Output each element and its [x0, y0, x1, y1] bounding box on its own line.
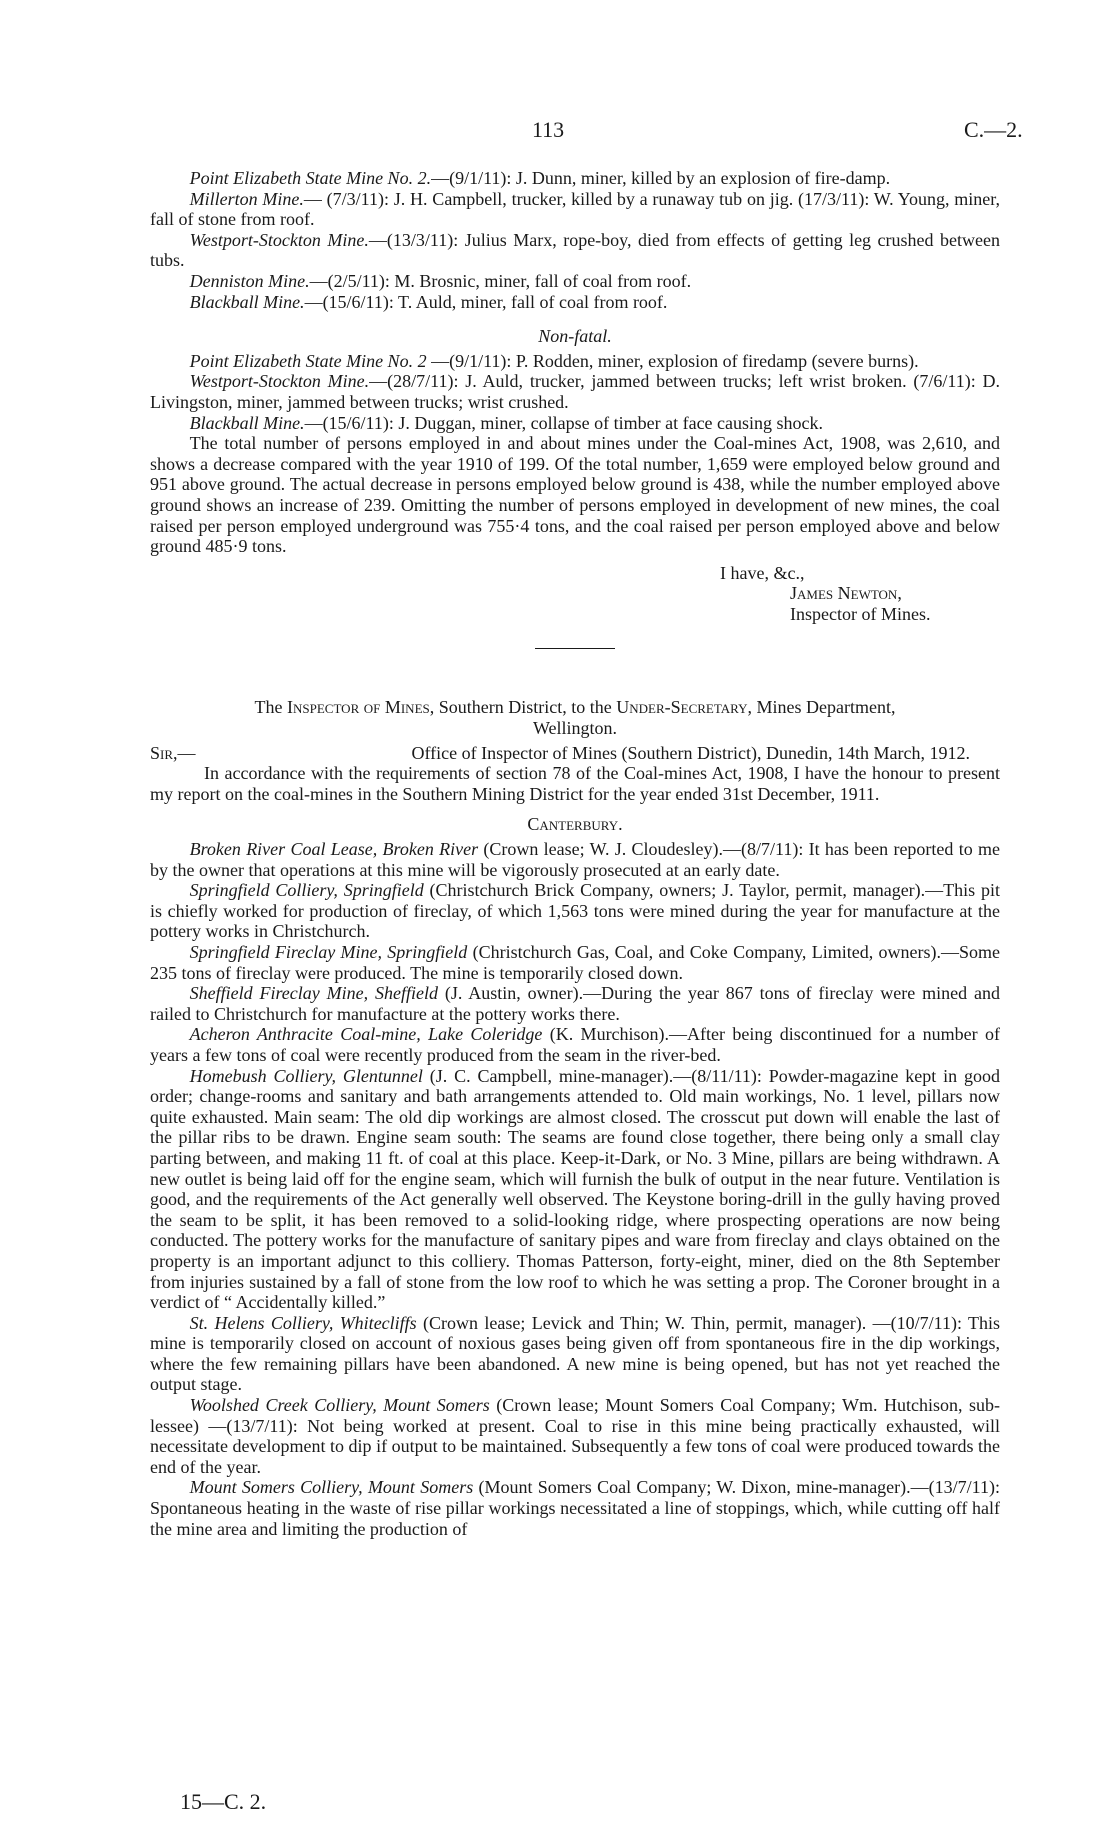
mine-name: Denniston Mine. [189, 270, 310, 291]
mine-report-text: (Crown lease; W. J. Cloudesley).—(8/7/11): It has been reported to me by the owner that operations at this mine will be vigorously prosecuted at an early date. [150, 839, 1000, 880]
accident-entry [150, 230, 1000, 271]
mine-name: Mount Somers Colliery, Mount Somers [189, 1477, 474, 1498]
mine-report-text: (J. C. Campbell, mine-manager).—(8/11/11): Powder-magazine kept in good order; change-rooms and sanitary and bath arrangements attended to. Old main workings, No. 1 level, pillars now quite exhausted. Main seam: The old dip workings are almost closed. The crosscut put down will enable the last of the pillar ribs to be drawn. Engine seam south: The seams are found close together, there being only a small clay parting between, and making 11 ft. of coal at this place. Keep-it-Dark, or No. 3 Mine, pillars are being withdrawn. A new outlet is being laid off for the engine seam, which will furnish the bulk of output in the near future. Ventilation is good, and the requirements of the Act generally well observed. The Keystone boring-drill in the gully having proved the seam to be split, it has been removed to a solid-looking ridge, where prospecting operations are now being conducted. The pottery works for the manufacture of sanitary pipes and ware from fireclay and clays obtained on the property is an important adjunct to this colliery. Thomas Patterson, forty-eight, miner, died on the 8th September from injuries sustained by a fall of stone from the low roof to which he was setting a prop. The Coroner brought in a verdict of “ Accidentally killed.” [150, 1065, 1000, 1313]
accident-text: —(9/1/11): J. Dunn, miner, killed by an explosion of fire-damp. [431, 168, 891, 188]
letter-intro: In accordance with the requirements of section 78 of the Coal-mines Act, 1908, I have the honour to present my report on the coal-mines in the Southern Mining District for the year ended 31st December, 1911. [150, 763, 1000, 804]
mine-name: Acheron Anthracite Coal-mine, Lake Coleridge [189, 1024, 543, 1045]
mine-name: Homebush Colliery, Glentunnel [189, 1065, 423, 1086]
mine-name: Blackball Mine. [189, 291, 305, 312]
mine-name: St. Helens Colliery, Whitecliffs [189, 1312, 417, 1333]
summary-paragraph: The total number of persons employed in and about mines under the Coal-mines Act, 1908, was 2,610, and shows a decrease compared with the year 1910 of 199. Of the total number, 1,659 were employed below ground and 951 above ground. The actual decrease in persons employed below ground is 438, while the number employed above ground shows an increase of 239. Omitting the number of persons employed in development of new mines, the coal raised per person employed underground was 755·4 tons, and the coal raised per person employed above and below ground 485·9 tons. [150, 433, 1000, 557]
mine-report-text: (Crown lease; Levick and Thin; W. Thin, permit, manager). —(10/7/11): This mine is temporarily closed on account of noxious gases being given off from spontaneous fire in the dip workings, where the few remaining pillars have been abandoned. A new mine is being opened, but has not yet reached the output stage. [150, 1312, 1001, 1395]
mine-name: Point Elizabeth State Mine No. 2 [189, 350, 427, 371]
page-number: 113 [532, 117, 565, 142]
mine-report-entry [150, 880, 1000, 942]
mine-name: Millerton Mine. [189, 188, 304, 209]
letter-salutation-row [150, 743, 1000, 764]
mine-name: Woolshed Creek Colliery, Mount Somers [189, 1395, 490, 1416]
accident-entry [150, 271, 1000, 292]
salutation: Sir,— [150, 742, 196, 763]
letter-city: Wellington. [532, 718, 618, 739]
mine-name: Westport-Stockton Mine. [189, 371, 370, 392]
mine-report-entry [150, 839, 1000, 880]
section-divider [535, 648, 615, 649]
mine-report-text: (J. Austin, owner).—During the year 867 tons of fireclay were mined and railed to Christchurch for manufacture at the pottery works there. [150, 983, 1000, 1024]
mine-report-entry [150, 1066, 1000, 1313]
office-line: Office of Inspector of Mines (Southern District), Dunedin, 14th March, 1912. [411, 742, 970, 763]
mine-report-text: (Christchurch Gas, Coal, and Coke Company, Limited, owners).—Some 235 tons of fireclay were produced. The mine is temporarily closed down. [150, 942, 1000, 983]
document-reference: C.—2. [964, 117, 1023, 142]
mine-report-text: (Mount Somers Coal Company; W. Dixon, mine-manager).—(13/7/11): Spontaneous heating in the waste of rise pillar workings necessitated a line of stoppings, which, while cutting off half the mine area and limiting the production of [150, 1477, 1000, 1539]
mine-name: Blackball Mine. [189, 412, 305, 433]
accident-text: —(15/6/11): T. Auld, miner, fall of coal from roof. [304, 291, 668, 312]
accident-text: —(28/7/11): J. Auld, trucker, jammed between trucks; left wrist broken. (7/6/11): D. Livingston, miner, jammed between trucks; wrist crushed. [150, 371, 1000, 412]
mine-name: Springfield Fireclay Mine, Springfield [189, 942, 468, 962]
mine-name: Point Elizabeth State Mine No. 2. [189, 168, 432, 188]
accident-entry [150, 351, 1000, 372]
mine-report-entry [150, 942, 1000, 983]
mine-name: Sheffield Fireclay Mine, Sheffield [189, 983, 439, 1004]
mine-report-entry [150, 1477, 1000, 1539]
signoff-title: Inspector of Mines. [790, 603, 931, 624]
section-heading-canterbury: Canterbury. [527, 814, 623, 835]
accident-entry [150, 189, 1000, 230]
mine-name: Westport-Stockton Mine. [189, 229, 369, 250]
accident-entry [150, 168, 1000, 189]
mine-report-entry [150, 983, 1000, 1024]
mine-report-text: (K. Murchison).—After being discontinued for a number of years a few tons of coal were recently produced from the seam in the river-bed. [150, 1024, 1000, 1065]
accident-text: —(9/1/11): P. Rodden, miner, explosion of firedamp (severe burns). [426, 350, 919, 371]
mine-name: Springfield Colliery, Springfield [189, 880, 424, 901]
mine-report-entry [150, 1024, 1000, 1065]
accident-text: —(13/3/11): Julius Marx, rope-boy, died from effects of getting leg crushed between tubs. [150, 229, 1000, 271]
signoff-line: I have, &c., [720, 562, 805, 583]
mine-report-entry [150, 1313, 1000, 1395]
section-heading-non-fatal: Non-fatal. [538, 326, 612, 347]
mine-report-text: (Crown lease; Mount Somers Coal Company; Wm. Hutchison, sub-lessee) —(13/7/11): Not being worked at present. Coal to rise in this mine being practically exhausted, will necessitate development to dip if output to be maintained. Subsequently a few tons of coal were produced towards the end of the year. [150, 1395, 1000, 1477]
page-body [150, 168, 1000, 1539]
mine-report-entry [150, 1395, 1000, 1477]
accident-text: — (7/3/11): J. H. Campbell, trucker, killed by a runaway tub on jig. (17/3/11): W. Young, miner, fall of stone from roof. [150, 188, 1000, 230]
letter-addressee: The Inspector of Mines, Southern District, to the Under-Secretary, Mines Department, [254, 697, 896, 718]
accident-text: —(15/6/11): J. Duggan, miner, collapse of timber at face causing shock. [304, 412, 824, 433]
accident-entry [150, 413, 1000, 434]
accident-text: —(2/5/11): M. Brosnic, miner, fall of coal from roof. [309, 270, 692, 291]
mine-report-text: (Christchurch Brick Company, owners; J. Taylor, permit, manager).—This pit is chiefly worked for production of fireclay, of which 1,563 tons were mined during the year for manufacture at the pottery works in Christchurch. [150, 880, 1000, 942]
signature-block [150, 563, 1000, 625]
accident-entry [150, 292, 1000, 313]
accident-entry [150, 371, 1000, 412]
signoff-name: James Newton, [790, 583, 902, 604]
mine-name: Broken River Coal Lease, Broken River [189, 839, 479, 860]
signature-mark: 15—C. 2. [180, 1789, 267, 1814]
